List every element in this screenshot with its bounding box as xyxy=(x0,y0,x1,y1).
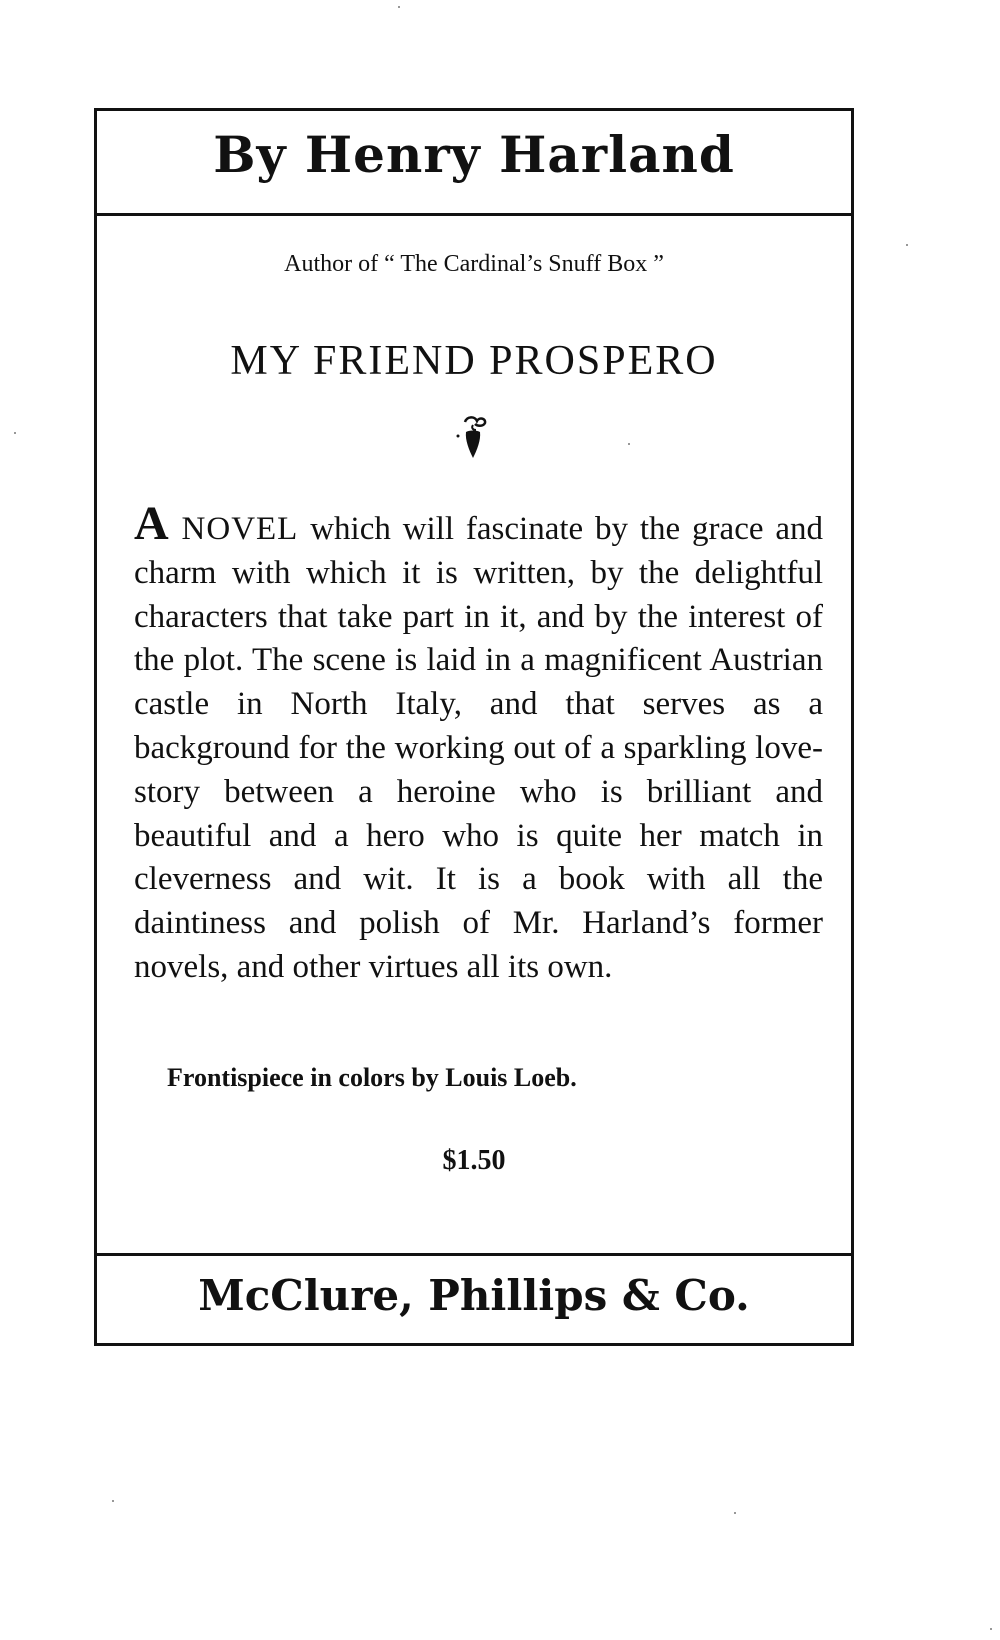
paper-speck xyxy=(112,1500,114,1502)
description-body: which will fascinate by the grace and charm with which it is written, by the delightful characters that take part in it, and by the interest of the plot. The scene is laid in a magnificent Austrian castle in North Italy, and that serves as a background for the working out of a sparkling love-story between a heroine who is brilliant and beautiful and a hero who is quite her match in cleverness and wit. It is a book with all the daintiness and polish of Mr. Harland’s former novels, and other virtues all its own. xyxy=(134,511,823,985)
footer-divider xyxy=(97,1253,851,1256)
paper-speck xyxy=(398,6,400,8)
publisher-name: McClure, Phillips & Co. xyxy=(198,1271,750,1320)
paper-speck xyxy=(734,1512,736,1514)
paper-speck xyxy=(14,432,16,434)
author-heading: By Henry Harland xyxy=(213,125,735,184)
drop-cap: A xyxy=(134,497,169,550)
floral-ornament-icon xyxy=(455,414,491,462)
book-description xyxy=(134,497,823,990)
paper-speck xyxy=(628,443,630,445)
paper-speck xyxy=(906,244,908,246)
paper-speck xyxy=(990,1628,992,1630)
price: $1.50 xyxy=(442,1145,506,1176)
book-title: MY FRIEND PROSPERO xyxy=(230,338,718,384)
frontispiece-note: Frontispiece in colors by Louis Loeb. xyxy=(167,1063,577,1092)
advertisement-frame xyxy=(94,108,854,1346)
author-of-line: Author of “ The Cardinal’s Snuff Box ” xyxy=(284,251,664,277)
heading-divider xyxy=(97,213,851,216)
description-lead-word: NOVEL xyxy=(168,511,299,547)
